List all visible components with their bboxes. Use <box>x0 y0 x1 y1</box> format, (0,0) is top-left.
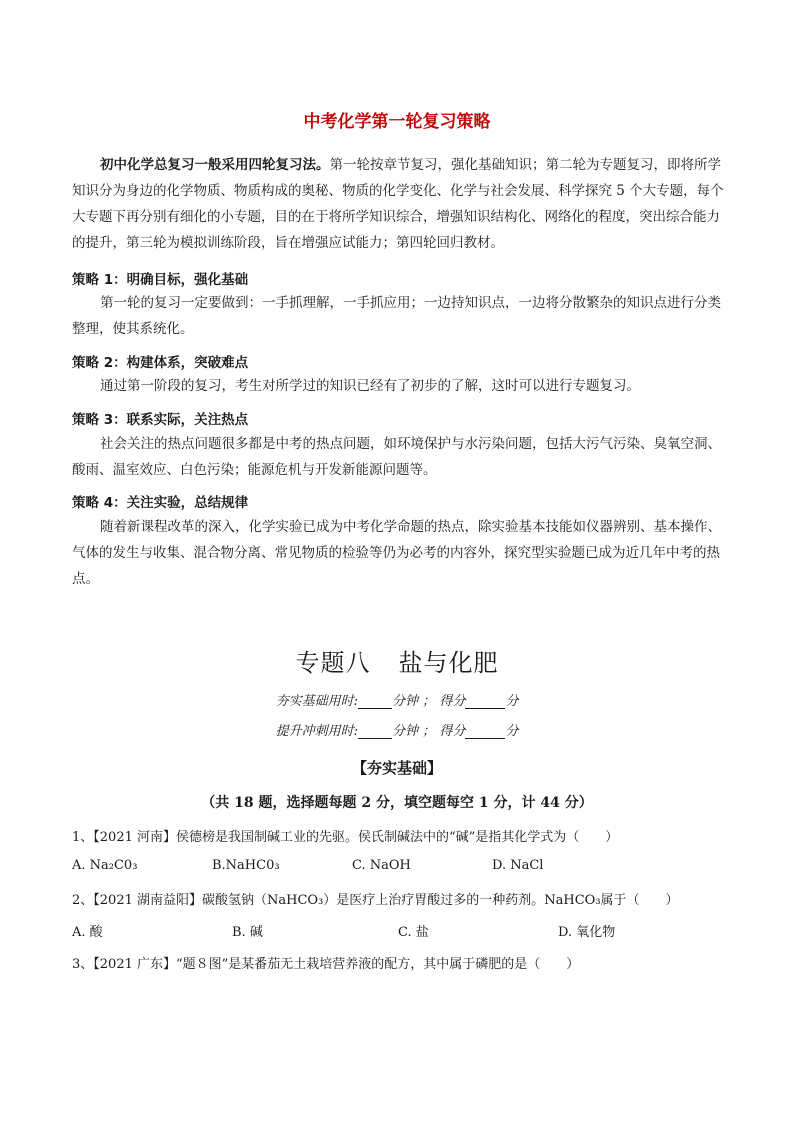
timing-line-basic <box>0 690 794 709</box>
strategy-4-heading: 策略 4：关注实验，总结规律 <box>72 495 249 511</box>
time-unit: 分钟 <box>392 694 419 709</box>
page-title: 中考化学第一轮复习策略 <box>303 112 491 132</box>
strategy-1-text: 第一轮的复习一定要做到：一手抓理解，一手抓应用；一边持知识点，一边将分散繁杂的知识点进行分类整理，使其系统化。 <box>72 295 721 337</box>
intro-paragraph <box>72 152 724 256</box>
strategy-3-text: 社会关注的热点问题很多都是中考的热点问题，如环境保护与水污染问题，包括大污气污染、臭氧空洞、酸雨、温室效应、白色污染；能源危机与开发新能源问题等。 <box>72 436 721 478</box>
option-c[interactable]: C. 盐 <box>398 925 429 940</box>
score-unit: 分 <box>505 694 519 709</box>
score-blank[interactable] <box>465 694 505 709</box>
option-b[interactable]: B. 碱 <box>232 925 263 940</box>
scoring-note: （共 18 题，选择题每题 2 分，填空题每空 1 分，计 44 分） <box>201 795 593 811</box>
score-unit: 分 <box>505 724 519 739</box>
part-title: 【夯实基础】 <box>351 759 442 777</box>
option-d[interactable]: D. NaCl <box>492 858 544 873</box>
question-1: 1、【2021 河南】侯德榜是我国制碱工业的先驱。侯氏制碱法中的“碱”是指其化学式为（ ） <box>72 830 619 845</box>
section-title <box>0 643 794 678</box>
strategy-3-heading: 策略 3：联系实际，关注热点 <box>72 412 249 428</box>
score-label: 得分 <box>439 724 466 739</box>
option-a[interactable]: A. 酸 <box>72 925 103 940</box>
option-d[interactable]: D. 氧化物 <box>558 925 616 940</box>
intro-text: 第一轮按章节复习，强化基础知识；第二轮为专题复习，即将所学知识分为身边的化学物质、物质构成的奥秘、物质的化学变化、化学与社会发展、科学探究 5 个大专题，每个大专题下再分别有细化的小专题，目的在于将所学知识综合，增强知识结构化、网络化的程度，突出综合能力的提升，第三轮为模拟训练阶段，旨在增强应试能力；第四轮回归教材。 <box>72 157 724 251</box>
timing-separator: ； <box>422 724 436 739</box>
score-blank[interactable] <box>465 724 505 739</box>
time-unit: 分钟 <box>392 724 419 739</box>
timing-label: 提升冲刺用时: <box>275 724 359 739</box>
score-label: 得分 <box>439 694 466 709</box>
section-name: 盐与化肥 <box>398 649 499 677</box>
strategy-1-heading: 策略 1：明确目标，强化基础 <box>72 272 249 288</box>
question-3: 3、【2021 广东】“题８图”是某番茄无土栽培营养液的配方，其中属于磷肥的是（ ） <box>72 957 580 972</box>
strategy-2-heading: 策略 2：构建体系，突破难点 <box>72 355 249 371</box>
time-blank[interactable] <box>358 694 392 709</box>
option-c[interactable]: C. NaOH <box>352 858 411 873</box>
timing-line-advanced <box>0 720 794 739</box>
time-blank[interactable] <box>358 724 392 739</box>
timing-separator: ； <box>422 694 436 709</box>
intro-lead: 初中化学总复习一般采用四轮复习法。 <box>100 157 330 173</box>
option-a[interactable]: A. Na₂C0₃ <box>72 858 138 873</box>
option-b[interactable]: B.NaHC0₃ <box>212 858 280 873</box>
timing-label: 夯实基础用时: <box>275 694 359 709</box>
question-2: 2、【2021 湖南益阳】碳酸氢钠（NaHCO₃）是医疗上治疗胃酸过多的一种药剂。NaHCO₃属于（ ） <box>72 893 679 908</box>
strategy-4-text: 随着新课程改革的深入，化学实验已成为中考化学命题的热点，除实验基本技能如仪器辨别、基本操作、气体的发生与收集、混合物分离、常见物质的检验等仍为必考的内容外，探究型实验题已成为近几年中考的热点。 <box>72 519 721 587</box>
section-number: 专题八 <box>295 649 371 677</box>
strategy-2-text: 通过第一阶段的复习，考生对所学过的知识已经有了初步的了解，这时可以进行专题复习。 <box>100 378 640 394</box>
